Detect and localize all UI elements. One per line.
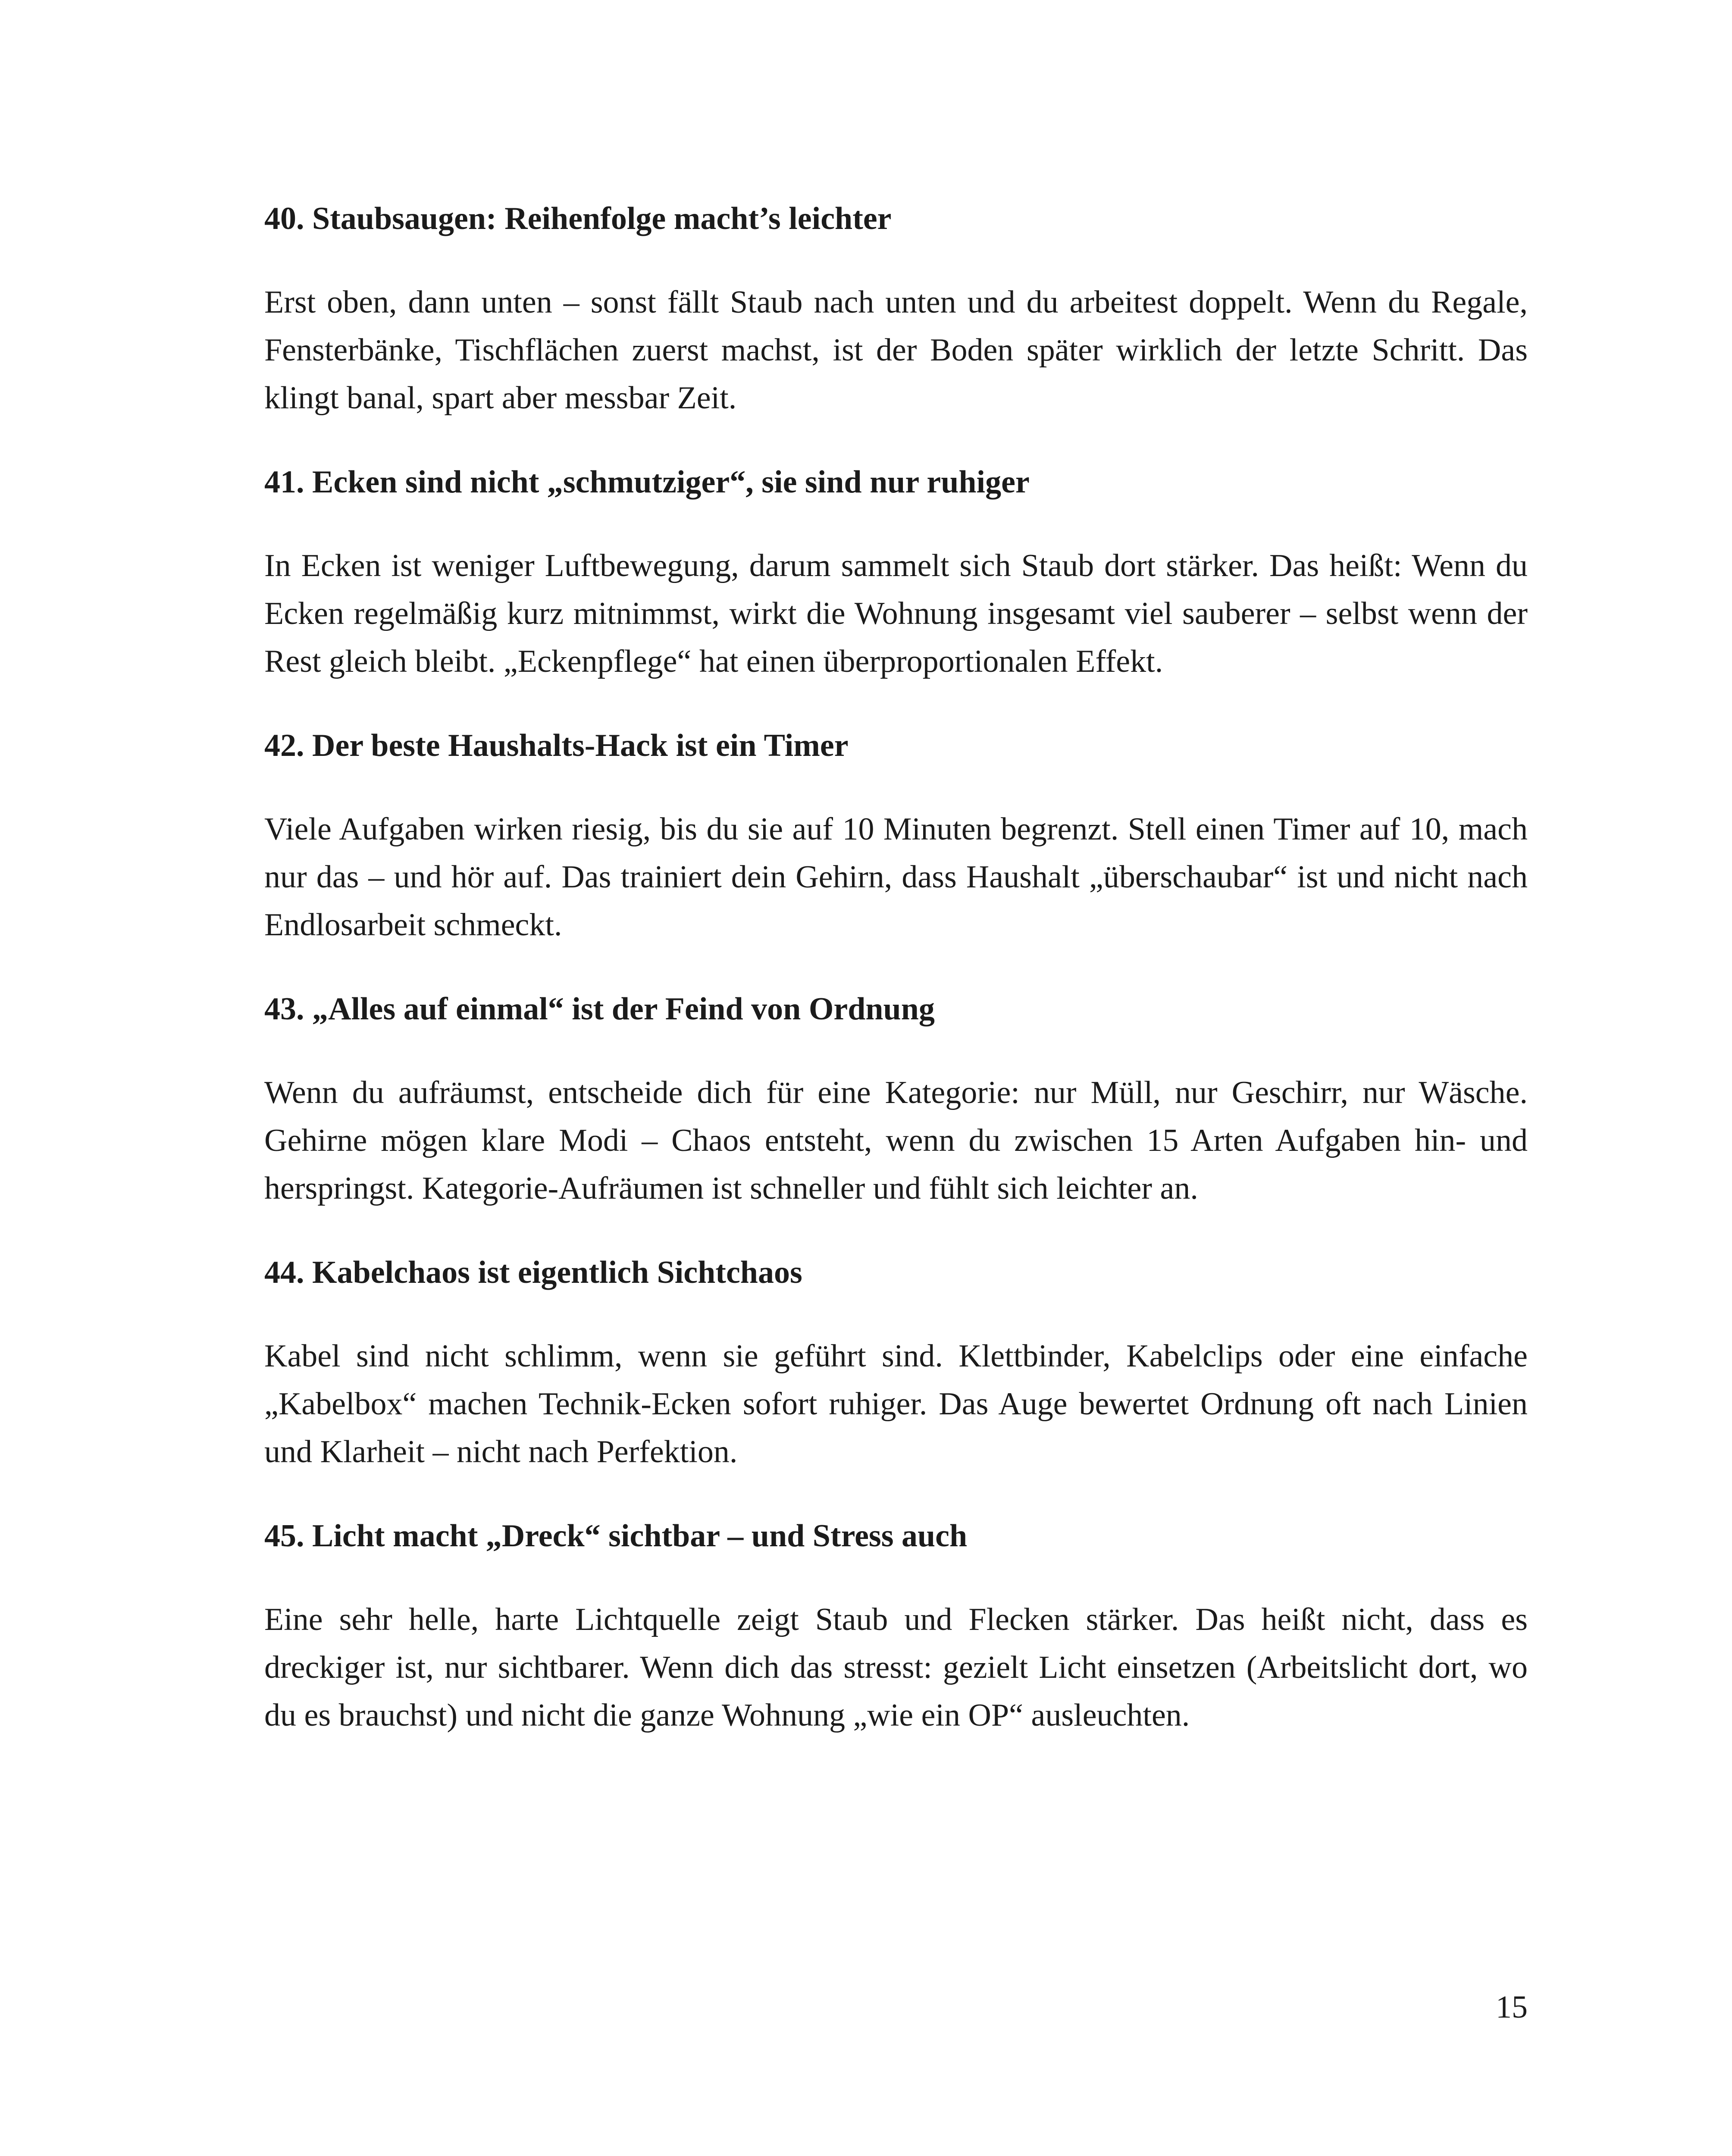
section-body: Eine sehr helle, harte Lichtquelle zeigt Staub und Flecken stärker. Das heißt nicht, dass es dreckiger ist, nur sichtbarer. Wenn dich das stresst: gezielt Licht einsetzen (Arbeitslicht dort, wo du es brauchst) und nicht die ganze Wohnung „wie ein OP“ ausleuchten. [264, 1602, 1528, 1733]
section-body: Kabel sind nicht schlimm, wenn sie geführt sind. Klettbinder, Kabelclips oder eine einfache „Kabelbox“ machen Technik-Ecken sofort ruhiger. Das Auge bewertet Ordnung oft nach Linien und Klarheit – nicht nach Perfektion. [264, 1338, 1528, 1470]
section-heading: 45. Licht macht „Dreck“ sichtbar – und Stress auch [264, 1518, 968, 1554]
section-43 [264, 985, 1528, 1213]
section-body: Erst oben, dann unten – sonst fällt Staub nach unten und du arbeitest doppelt. Wenn du Regale, Fensterbänke, Tischflächen zuerst machst, ist der Boden später wirklich der letzte Schritt. Das klingt banal, spart aber messbar Zeit. [264, 285, 1528, 416]
section-body: Viele Aufgaben wirken riesig, bis du sie auf 10 Minuten begrenzt. Stell einen Timer auf 10, mach nur das – und hör auf. Das trainiert dein Gehirn, dass Haushalt „überschaubar“ ist und nicht nach Endlosarbeit schmeckt. [264, 812, 1528, 943]
page-content [264, 195, 1528, 1776]
section-heading: 43. „Alles auf einmal“ ist der Feind von Ordnung [264, 991, 935, 1027]
section-body: Wenn du aufräumst, entscheide dich für eine Kategorie: nur Müll, nur Geschirr, nur Wäsche. Gehirne mögen klare Modi – Chaos entsteht, wenn du zwischen 15 Arten Aufgaben hin- und herspringst. Kategorie-Aufräumen ist schneller und fühlt sich leichter an. [264, 1075, 1528, 1206]
section-42 [264, 722, 1528, 949]
section-heading: 44. Kabelchaos ist eigentlich Sichtchaos [264, 1255, 802, 1290]
section-body: In Ecken ist weniger Luftbewegung, darum sammelt sich Staub dort stärker. Das heißt: Wenn du Ecken regelmäßig kurz mitnimmst, wirkt die Wohnung insgesamt viel sauberer – selbst wenn der Rest gleich bleibt. „Eckenpflege“ hat einen überproportionalen Effekt. [264, 548, 1528, 679]
section-heading: 41. Ecken sind nicht „schmutziger“, sie sind nur ruhiger [264, 464, 1030, 500]
section-44 [264, 1249, 1528, 1476]
section-41 [264, 458, 1528, 686]
page-number: 15 [1496, 1990, 1528, 2025]
section-heading: 40. Staubsaugen: Reihenfolge macht’s leichter [264, 201, 892, 236]
section-40 [264, 195, 1528, 422]
section-heading: 42. Der beste Haushalts-Hack ist ein Timer [264, 728, 849, 763]
section-45 [264, 1512, 1528, 1739]
